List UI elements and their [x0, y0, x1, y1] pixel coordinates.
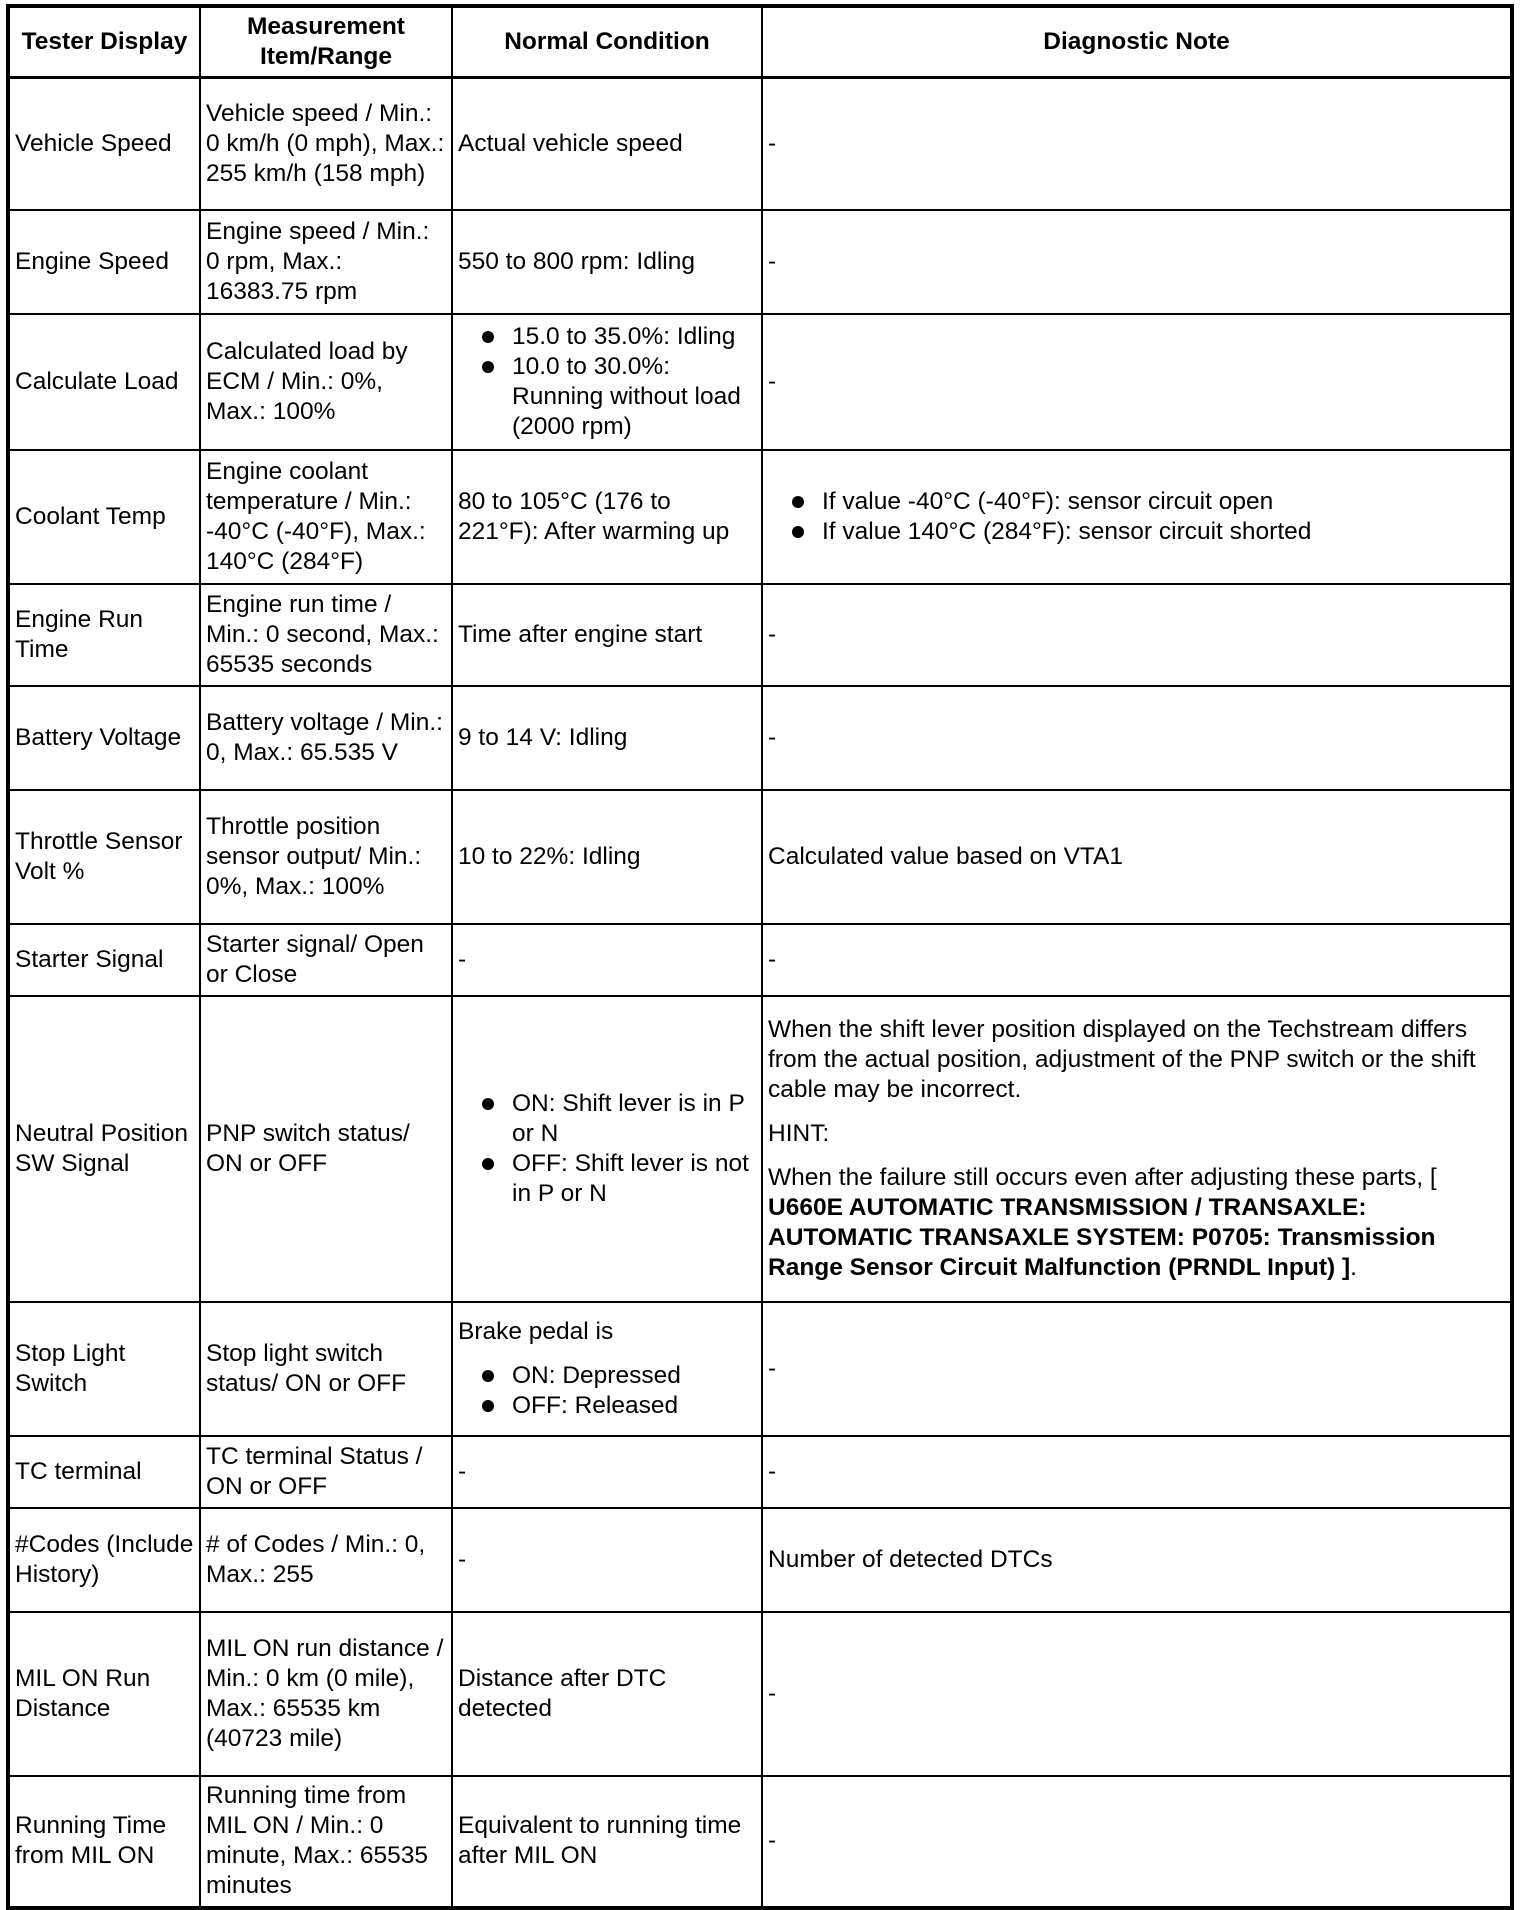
normal-condition-cell: 9 to 14 V: Idling [452, 686, 762, 790]
tester-display-cell: Coolant Temp [8, 450, 200, 584]
diagnostic-note-cell: - [762, 1436, 1512, 1508]
tester-display-cell: TC terminal [8, 1436, 200, 1508]
tester-display-cell: Throttle Sensor Volt % [8, 790, 200, 924]
tester-display-cell: Engine Run Time [8, 584, 200, 686]
tester-display-cell: #Codes (Include History) [8, 1508, 200, 1612]
diagnostic-note-cell: - [762, 78, 1512, 210]
diagnostic-data-table [6, 4, 1514, 1910]
tester-display-cell: MIL ON Run Distance [8, 1612, 200, 1776]
normal-condition-list [458, 1089, 756, 1209]
measurement-cell: Engine coolant temperature / Min.: -40°C (-40°F), Max.: 140°C (284°F) [200, 450, 452, 584]
header-tester-display: Tester Display [8, 6, 200, 78]
diagnostic-note-cell [762, 996, 1512, 1302]
measurement-cell: Battery voltage / Min.: 0, Max.: 65.535 V [200, 686, 452, 790]
measurement-cell: Engine speed / Min.: 0 rpm, Max.: 16383.75 rpm [200, 210, 452, 314]
table-row [8, 1508, 1512, 1612]
note-end: . [1350, 1253, 1357, 1281]
normal-condition-cell: 80 to 105°C (176 to 221°F): After warming up [452, 450, 762, 584]
measurement-cell: Running time from MIL ON / Min.: 0 minute, Max.: 65535 minutes [200, 1776, 452, 1908]
tester-display-cell: Running Time from MIL ON [8, 1776, 200, 1908]
table-row [8, 996, 1512, 1302]
table-row [8, 210, 1512, 314]
note-paragraph: When the shift lever position displayed on the Techstream differs from the actual position, adjustment of the PNP switch or the shift cable may be incorrect. [768, 1015, 1476, 1103]
measurement-cell: Engine run time / Min.: 0 second, Max.: 65535 seconds [200, 584, 452, 686]
header-diagnostic-note: Diagnostic Note [762, 6, 1512, 78]
measurement-cell: PNP switch status/ ON or OFF [200, 996, 452, 1302]
diagnostic-note-cell [762, 450, 1512, 584]
diagnostic-note-cell: - [762, 210, 1512, 314]
tester-display-cell: Neutral Position SW Signal [8, 996, 200, 1302]
table-row [8, 1776, 1512, 1908]
measurement-cell: Starter signal/ Open or Close [200, 924, 452, 996]
header-measurement-item: Measurement Item/Range [200, 6, 452, 78]
normal-condition-cell: Distance after DTC detected [452, 1612, 762, 1776]
list-item: If value -40°C (-40°F): sensor circuit open [822, 487, 1505, 517]
table-row [8, 924, 1512, 996]
list-item: 10.0 to 30.0%: Running without load (2000 rpm) [512, 352, 756, 442]
tester-display-cell: Battery Voltage [8, 686, 200, 790]
measurement-cell: Calculated load by ECM / Min.: 0%, Max.: 100% [200, 314, 452, 450]
normal-condition-cell: - [452, 1436, 762, 1508]
normal-condition-cell: Equivalent to running time after MIL ON [452, 1776, 762, 1908]
normal-condition-cell [452, 1302, 762, 1436]
table-row [8, 1612, 1512, 1776]
measurement-cell: Stop light switch status/ ON or OFF [200, 1302, 452, 1436]
list-item: OFF: Released [512, 1391, 756, 1421]
measurement-cell: # of Codes / Min.: 0, Max.: 255 [200, 1508, 452, 1612]
normal-condition-intro: Brake pedal is [458, 1317, 614, 1345]
header-normal-condition: Normal Condition [452, 6, 762, 78]
normal-condition-cell: 550 to 800 rpm: Idling [452, 210, 762, 314]
list-item: ON: Depressed [512, 1361, 756, 1391]
normal-condition-cell [452, 314, 762, 450]
measurement-cell: MIL ON run distance / Min.: 0 km (0 mile), Max.: 65535 km (40723 mile) [200, 1612, 452, 1776]
measurement-cell: Throttle position sensor output/ Min.: 0%, Max.: 100% [200, 790, 452, 924]
table-header-row [8, 6, 1512, 78]
diagnostic-note-cell: Calculated value based on VTA1 [762, 790, 1512, 924]
measurement-cell: TC terminal Status / ON or OFF [200, 1436, 452, 1508]
table-row [8, 450, 1512, 584]
note-hint: HINT: [768, 1119, 830, 1147]
table-row [8, 1302, 1512, 1436]
normal-condition-cell [452, 996, 762, 1302]
diagnostic-note-cell: - [762, 314, 1512, 450]
diagnostic-note-cell: - [762, 924, 1512, 996]
normal-condition-cell: - [452, 1508, 762, 1612]
list-item: 15.0 to 35.0%: Idling [512, 322, 756, 352]
table-row [8, 314, 1512, 450]
tester-display-cell: Stop Light Switch [8, 1302, 200, 1436]
diagnostic-note-cell: - [762, 686, 1512, 790]
note-text: When the failure still occurs even after adjusting these parts, [ [768, 1163, 1437, 1191]
table-row [8, 1436, 1512, 1508]
table-row [8, 584, 1512, 686]
tester-display-cell: Engine Speed [8, 210, 200, 314]
note-paragraph [768, 1163, 1505, 1283]
tester-display-cell: Calculate Load [8, 314, 200, 450]
tester-display-cell: Starter Signal [8, 924, 200, 996]
list-item: OFF: Shift lever is not in P or N [512, 1149, 756, 1209]
diagnostic-note-list [768, 487, 1505, 547]
normal-condition-list [458, 322, 756, 442]
measurement-cell: Vehicle speed / Min.: 0 km/h (0 mph), Max.: 255 km/h (158 mph) [200, 78, 452, 210]
list-item: ON: Shift lever is in P or N [512, 1089, 756, 1149]
normal-condition-cell: Time after engine start [452, 584, 762, 686]
table-row [8, 686, 1512, 790]
table-row [8, 790, 1512, 924]
diagnostic-note-cell: - [762, 1302, 1512, 1436]
tester-display-cell: Vehicle Speed [8, 78, 200, 210]
normal-condition-cell: 10 to 22%: Idling [452, 790, 762, 924]
diagnostic-note-cell: Number of detected DTCs [762, 1508, 1512, 1612]
normal-condition-cell: Actual vehicle speed [452, 78, 762, 210]
list-item: If value 140°C (284°F): sensor circuit shorted [822, 517, 1505, 547]
diagnostic-note-cell: - [762, 1612, 1512, 1776]
diagnostic-note-cell: - [762, 584, 1512, 686]
reference-link[interactable]: U660E AUTOMATIC TRANSMISSION / TRANSAXLE: AUTOMATIC TRANSAXLE SYSTEM: P0705: Transmission Range Sensor Circuit Malfunction (PRNDL Input) ] [768, 1193, 1436, 1281]
diagnostic-note-cell: - [762, 1776, 1512, 1908]
normal-condition-cell: - [452, 924, 762, 996]
normal-condition-list [458, 1361, 756, 1421]
table-row [8, 78, 1512, 210]
